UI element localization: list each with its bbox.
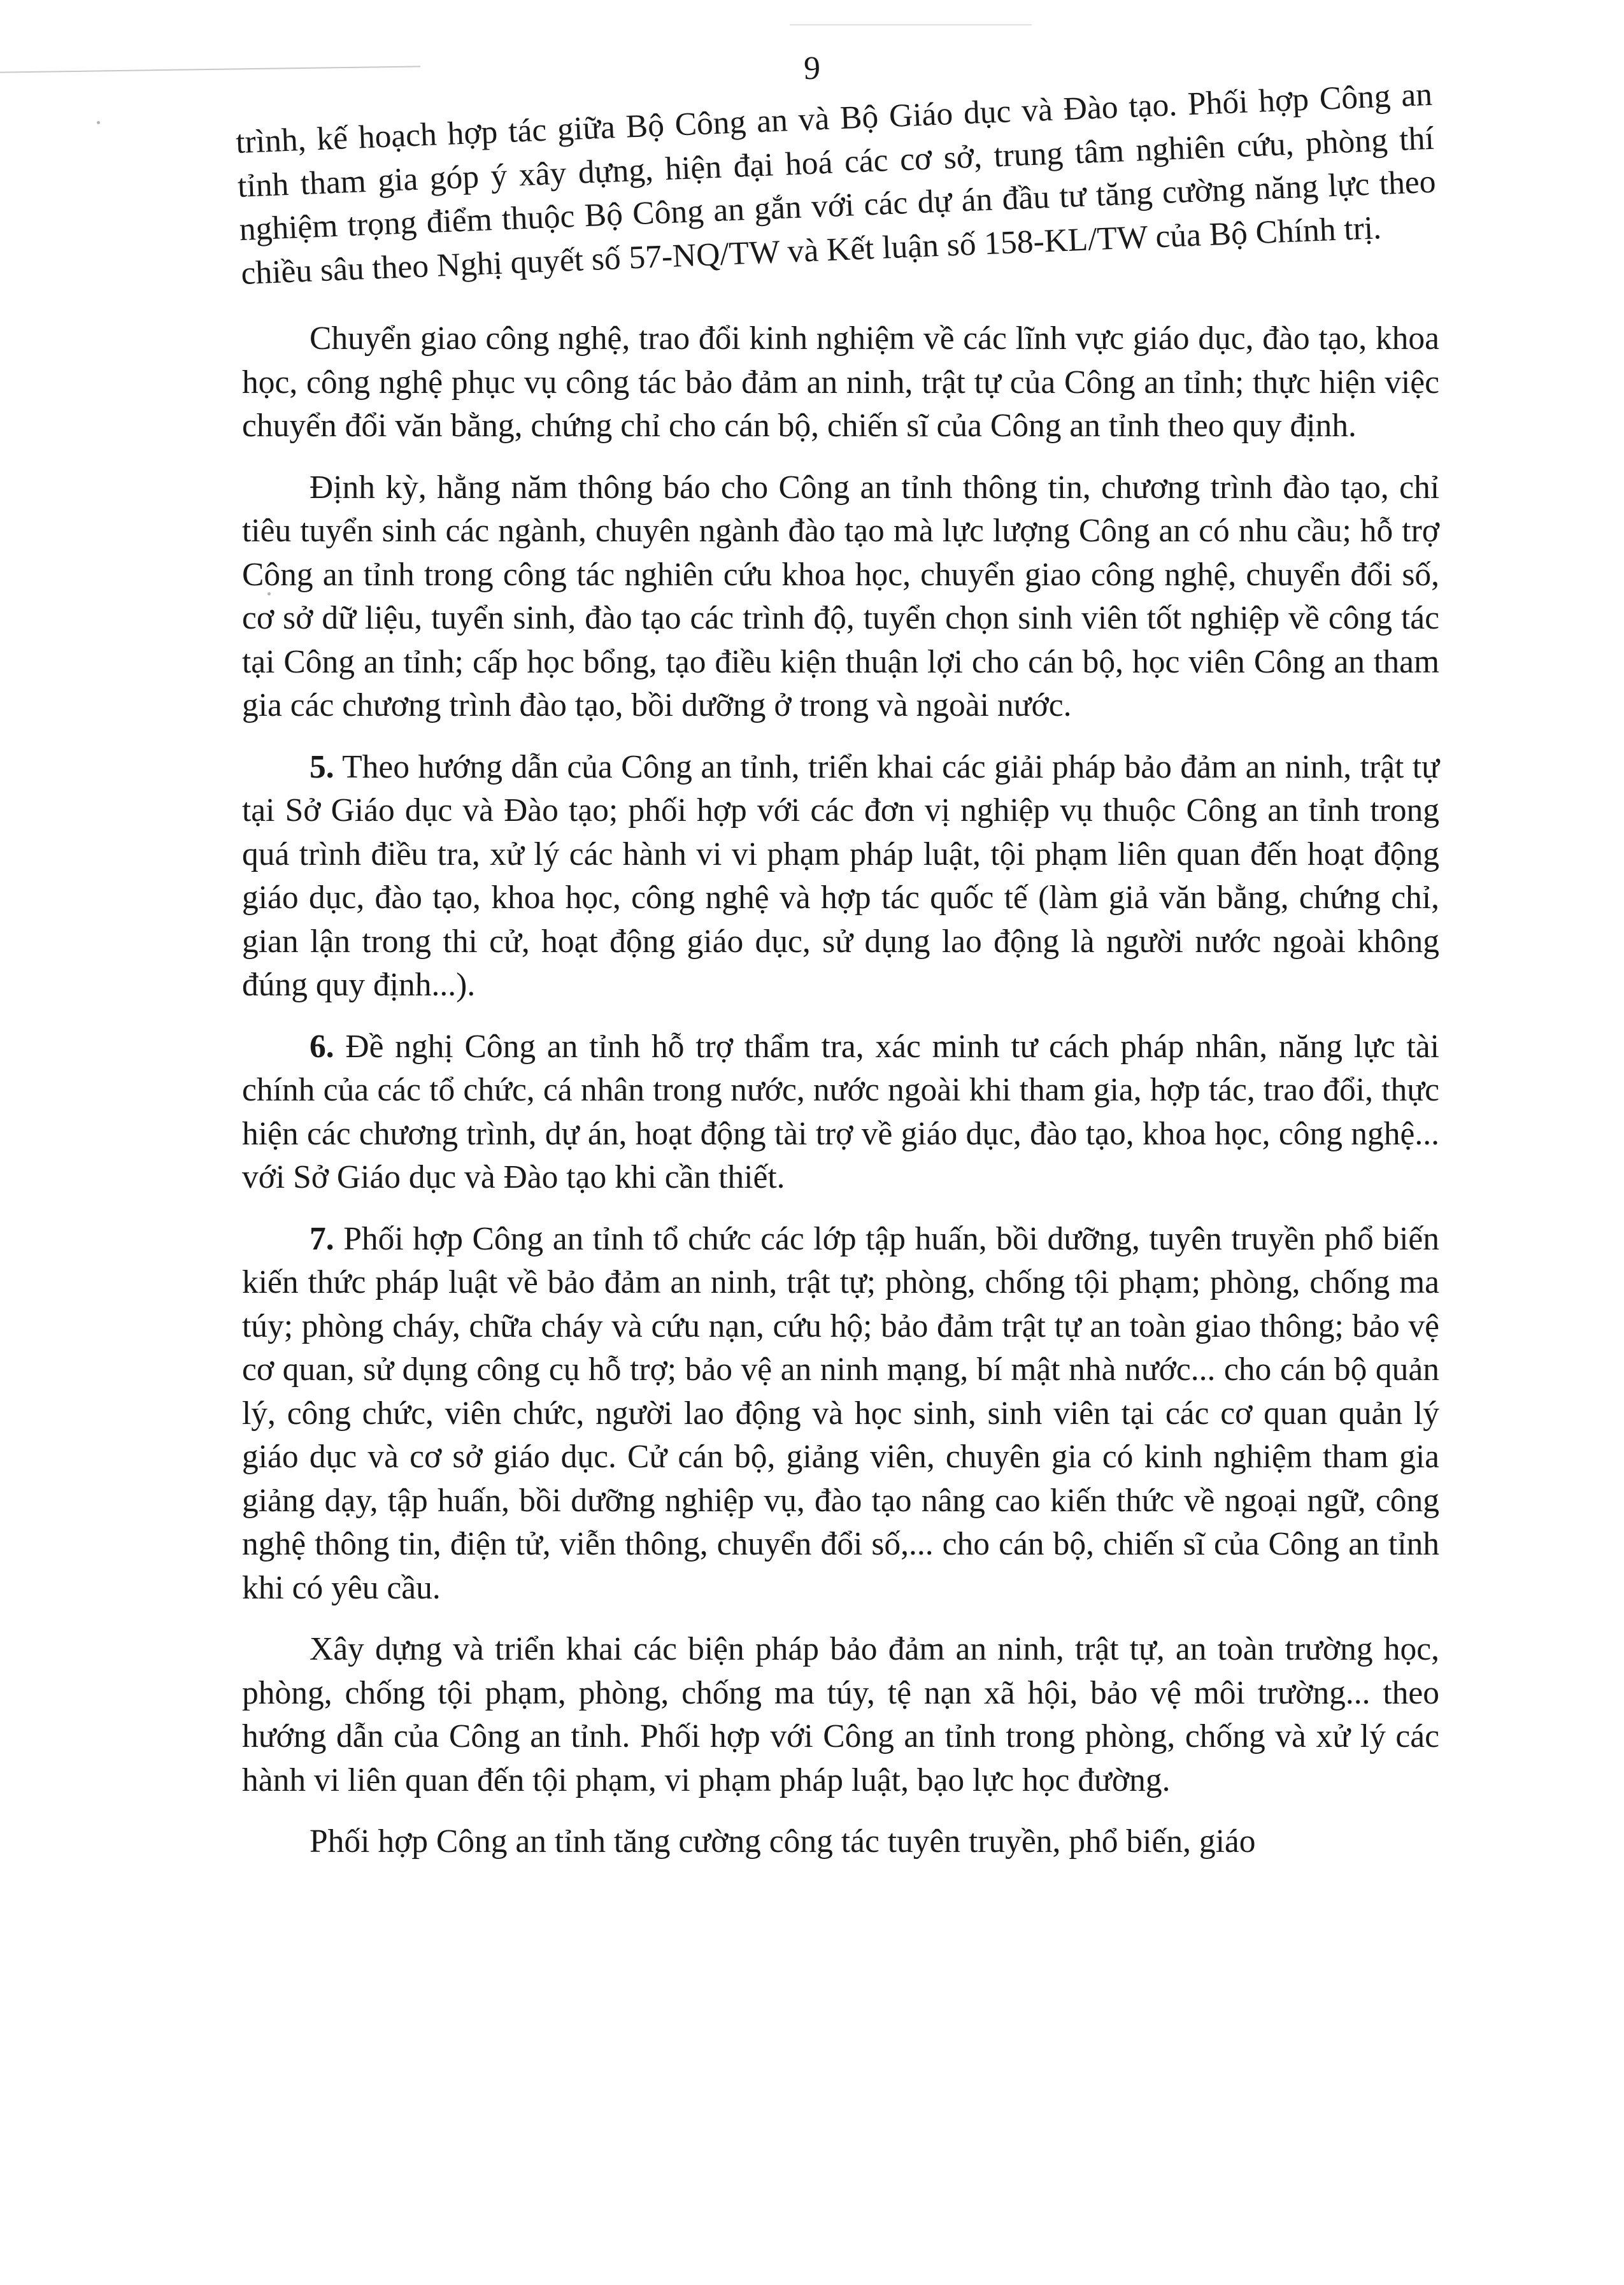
paragraph — [242, 1628, 1439, 1802]
scan-speck — [97, 121, 100, 124]
numbered-paragraph-5 — [242, 746, 1439, 1007]
scan-artifact-line — [790, 24, 1032, 25]
paragraph-text: Đề nghị Công an tỉnh hỗ trợ thẩm tra, xác minh tư cách pháp nhân, năng lực tài chính của các tổ chức, cá nhân trong nước, nước ngoài khi tham gia, hợp tác, trao đổi, thực hiện các chương trình, dự án, hoạt động tài trợ về giáo dục, đào tạo, khoa học, công nghệ... với Sở Giáo dục và Đào tạo khi cần thiết. — [242, 1028, 1439, 1195]
page-number: 9 — [804, 50, 820, 87]
paragraph-text: Phối hợp Công an tỉnh tăng cường công tác tuyên truyền, phổ biến, giáo — [310, 1823, 1256, 1860]
paragraph — [242, 317, 1439, 448]
paragraph-text: Chuyển giao công nghệ, trao đổi kinh nghiệm về các lĩnh vực giáo dục, đào tạo, khoa học, công nghệ phục vụ công tác bảo đảm an ninh, trật tự của Công an tỉnh; thực hiện việc chuyển đổi văn bằng, chứng chỉ cho cán bộ, chiến sĩ của Công an tỉnh theo quy định. — [242, 320, 1439, 444]
paragraph-number: 6. — [310, 1028, 334, 1065]
paragraph-text: Xây dựng và triển khai các biện pháp bảo đảm an ninh, trật tự, an toàn trường học, phòng, chống tội phạm, phòng, chống ma túy, tệ nạn xã hội, bảo vệ môi trường... theo hướng dẫn của Công an tỉnh. Phối hợp với Công an tỉnh trong phòng, chống và xử lý các hành vi liên quan đến tội phạm, vi phạm pháp luật, bạo lực học đường. — [242, 1631, 1439, 1798]
numbered-paragraph-6 — [242, 1025, 1439, 1200]
paragraph — [242, 466, 1439, 728]
paragraph-number: 5. — [310, 748, 334, 785]
paragraph-continuation — [235, 73, 1438, 295]
paragraph-text: Theo hướng dẫn của Công an tỉnh, triển khai các giải pháp bảo đảm an ninh, trật tự tại Sở Giáo dục và Đào tạo; phối hợp với các đơn vị nghiệp vụ thuộc Công an tỉnh trong quá trình điều tra, xử lý các hành vi vi phạm pháp luật, tội phạm liên quan đến hoạt động giáo dục, đào tạo, khoa học, công nghệ và hợp tác quốc tế (làm giả văn bằng, chứng chỉ, gian lận trong thi cử, hoạt động giáo dục, sử dụng lao động là người nước ngoài không đúng quy định...). — [242, 748, 1439, 1003]
paragraph-text: trình, kế hoạch hợp tác giữa Bộ Công an và Bộ Giáo dục và Đào tạo. Phối hợp Công an tỉnh tham gia góp ý xây dựng, hiện đại hoá các cơ sở, trung tâm nghiên cứu, phòng thí nghiệm trọng điểm thuộc Bộ Công an gắn với các dự án đầu tư tăng cường năng lực theo chiều sâu theo Nghị quyết số 57-NQ/TW và Kết luận số 158-KL/TW của Bộ Chính trị. — [235, 76, 1437, 292]
paragraph-text: Phối hợp Công an tỉnh tổ chức các lớp tập huấn, bồi dưỡng, tuyên truyền phổ biến kiến thức pháp luật về bảo đảm an ninh, trật tự; phòng, chống tội phạm; phòng, chống ma túy; phòng cháy, chữa cháy và cứu nạn, cứu hộ; bảo đảm trật tự an toàn giao thông; bảo vệ cơ quan, sử dụng công cụ hỗ trợ; bảo vệ an ninh mạng, bí mật nhà nước... cho cán bộ quản lý, công chức, viên chức, người lao động và học sinh, sinh viên tại các cơ quan quản lý giáo dục và cơ sở giáo dục. Cử cán bộ, giảng viên, chuyên gia có kinh nghiệm tham gia giảng dạy, tập huấn, bồi dưỡng nghiệp vụ, đào tạo nâng cao kiến thức về ngoại ngữ, công nghệ thông tin, điện tử, viễn thông, chuyển đổi số,... cho cán bộ, chiến sĩ của Công an tỉnh khi có yêu cầu. — [242, 1220, 1439, 1606]
paragraph-text: Định kỳ, hằng năm thông báo cho Công an tỉnh thông tin, chương trình đào tạo, chỉ tiêu tuyển sinh các ngành, chuyên ngành đào tạo mà lực lượng Công an có nhu cầu; hỗ trợ Công an tỉnh trong công tác nghiên cứu khoa học, chuyển giao công nghệ, chuyển đổi số, cơ sở dữ liệu, tuyển sinh, đào tạo các trình độ, tuyển chọn sinh viên tốt nghiệp về công tác tại Công an tỉnh; cấp học bổng, tạo điều kiện thuận lợi cho cán bộ, học viên Công an tham gia các chương trình đào tạo, bồi dưỡng ở trong và ngoài nước. — [242, 469, 1439, 723]
paragraph — [242, 1820, 1439, 1864]
paragraph-number: 7. — [310, 1220, 334, 1257]
numbered-paragraph-7 — [242, 1218, 1439, 1611]
document-body — [235, 76, 1439, 1882]
